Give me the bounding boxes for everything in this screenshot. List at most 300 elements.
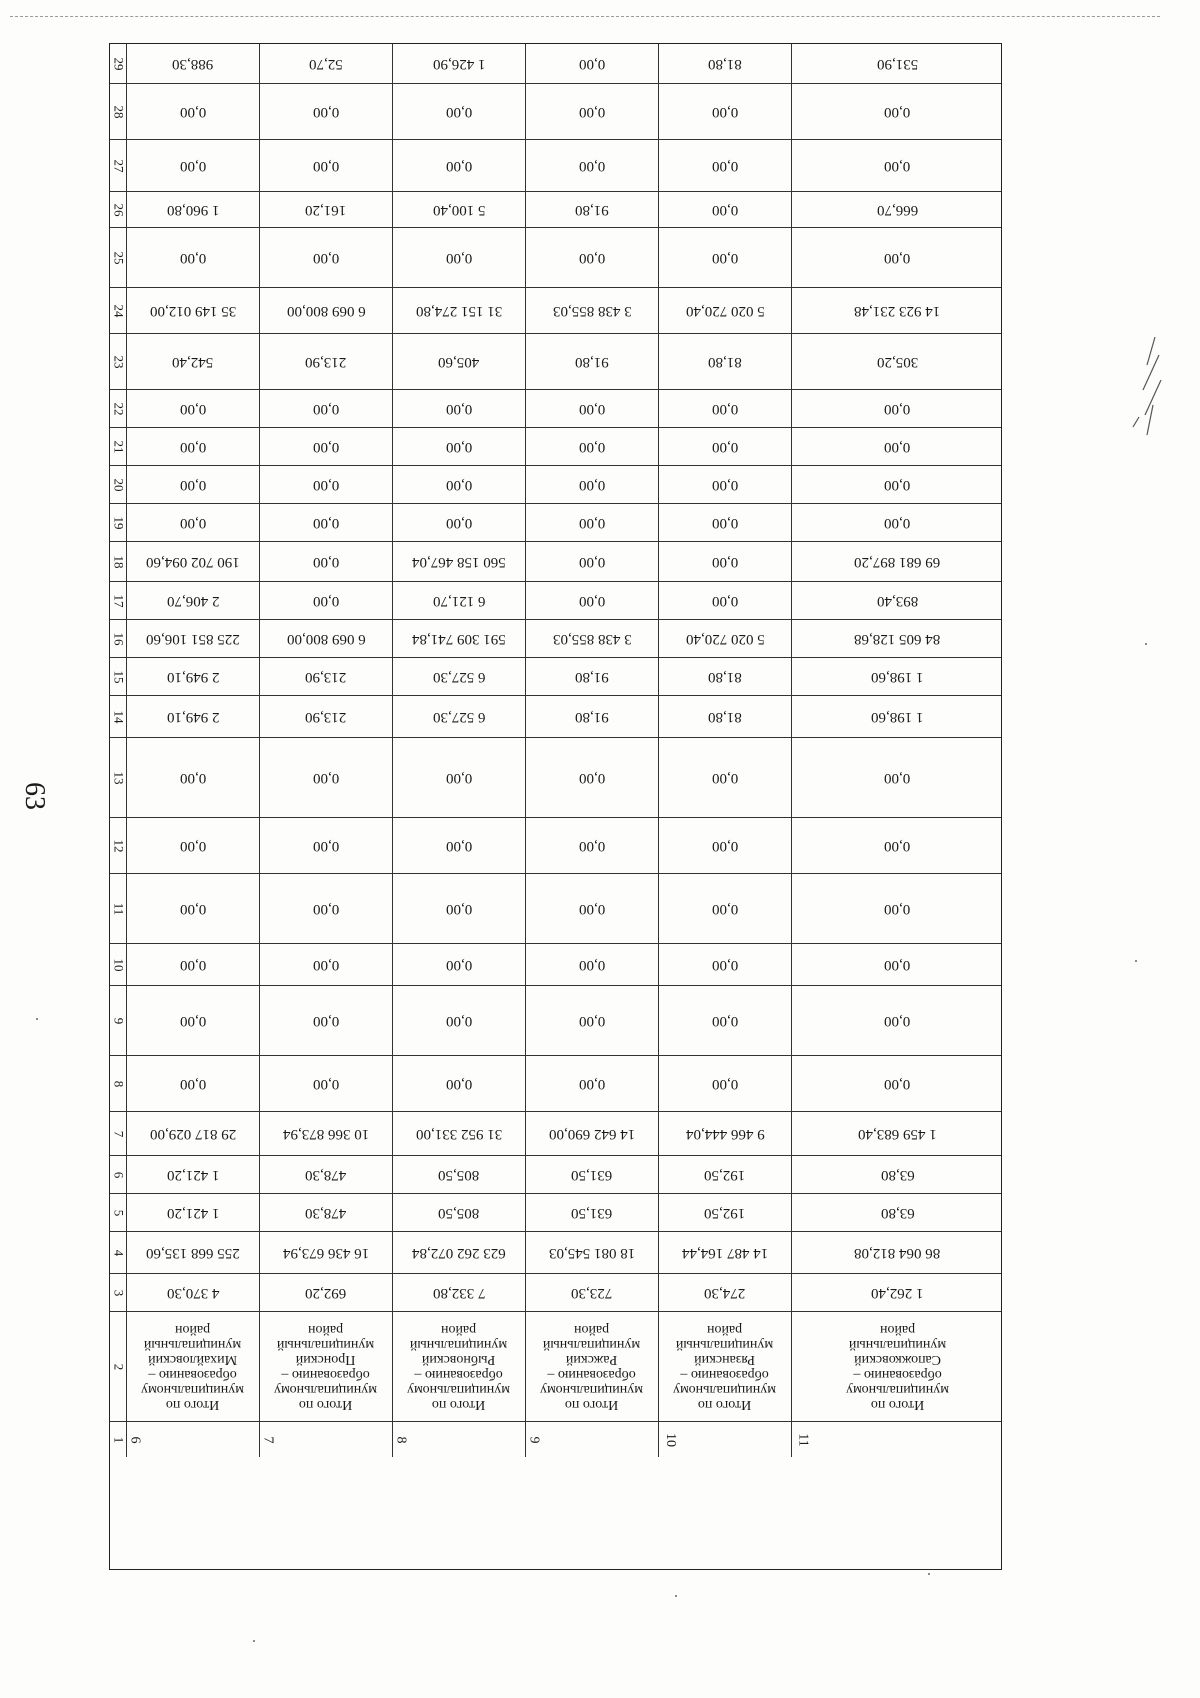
column-number: 15 <box>111 670 126 683</box>
cell-value: 0,00 <box>578 477 606 493</box>
table-cell <box>659 1112 792 1155</box>
table-cell <box>792 1056 1003 1111</box>
cell-value: 1 960,80 <box>166 202 220 218</box>
table-cell <box>393 818 526 873</box>
table-row <box>110 1312 1001 1422</box>
cell-value: 255 668 135,60 <box>146 1245 240 1261</box>
cell-value: 31 151 274,80 <box>415 303 503 319</box>
cell-value: 213,90 <box>305 669 347 685</box>
column-number: 23 <box>111 355 126 368</box>
table-cell <box>792 582 1003 619</box>
column-number-cell <box>110 428 127 465</box>
cell-value: 0,00 <box>711 1076 739 1092</box>
column-number: 21 <box>111 440 126 453</box>
table-cell <box>526 192 659 227</box>
cell-value: 0,00 <box>711 104 739 120</box>
table-row <box>110 582 1001 620</box>
table-row <box>110 428 1001 466</box>
table-cell <box>792 504 1003 541</box>
table-cell <box>659 504 792 541</box>
table-cell <box>526 620 659 657</box>
column-number-cell <box>110 288 127 333</box>
table-row <box>110 620 1001 658</box>
table-cell <box>260 1112 393 1155</box>
cell-value: 5 020 720,40 <box>685 631 765 647</box>
cell-value: 0,00 <box>578 250 606 266</box>
table-cell <box>127 1232 260 1273</box>
municipality-name: Итого по муниципальному образованию – Пронский муниципальный район <box>274 1321 378 1412</box>
table-row <box>110 818 1001 874</box>
municipality-name-cell <box>260 1312 393 1421</box>
table-cell <box>260 334 393 389</box>
table-cell <box>659 986 792 1055</box>
table-row <box>110 696 1001 738</box>
column-number-cell <box>110 1422 127 1457</box>
table-cell <box>127 228 260 287</box>
table-row <box>110 1274 1001 1312</box>
table-cell <box>260 818 393 873</box>
cell-value: 0,00 <box>884 477 911 493</box>
table-cell <box>393 1232 526 1273</box>
table-cell <box>792 818 1003 873</box>
cell-value: 560 158 467,04 <box>412 554 506 570</box>
cell-value: 0,00 <box>179 838 207 854</box>
table-cell <box>526 582 659 619</box>
table-row <box>110 738 1001 818</box>
table-cell <box>792 1112 1003 1155</box>
table-cell <box>659 428 792 465</box>
table-cell <box>393 874 526 943</box>
table-cell <box>792 542 1003 581</box>
cell-value: 81,80 <box>708 354 742 370</box>
table-cell <box>526 658 659 695</box>
cell-value: 0,00 <box>312 1076 340 1092</box>
cell-value: 0,00 <box>179 770 207 786</box>
table-cell <box>792 986 1003 1055</box>
table-row <box>110 1056 1001 1112</box>
column-number: 29 <box>111 57 126 70</box>
municipality-name: Итого по муниципальному образованию – Сапожковский муниципальный район <box>845 1321 950 1412</box>
table-cell <box>260 84 393 139</box>
table-cell <box>393 140 526 191</box>
cell-value: 723,30 <box>571 1285 613 1301</box>
cell-value: 478,30 <box>305 1167 347 1183</box>
row-number-cell <box>526 1422 659 1457</box>
table-cell <box>393 428 526 465</box>
table-cell <box>526 944 659 985</box>
cell-value: 213,90 <box>305 709 347 725</box>
cell-value: 305,20 <box>876 354 919 370</box>
cell-value: 35 149 012,00 <box>149 303 237 319</box>
table-cell <box>260 738 393 817</box>
table-cell <box>659 390 792 427</box>
scan-speck <box>1145 643 1147 645</box>
table-cell <box>260 288 393 333</box>
row-number: 10 <box>663 1432 678 1447</box>
cell-value: 1 198,60 <box>871 669 924 685</box>
table-row <box>110 1156 1001 1194</box>
table-cell <box>260 192 393 227</box>
column-number: 7 <box>111 1130 126 1137</box>
column-number: 11 <box>111 902 126 915</box>
column-number-cell <box>110 334 127 389</box>
table-cell <box>659 874 792 943</box>
table-cell <box>526 288 659 333</box>
cell-value: 0,00 <box>445 250 473 266</box>
row-number-cell <box>659 1422 792 1457</box>
cell-value: 0,00 <box>445 439 473 455</box>
table-cell <box>659 1232 792 1273</box>
table-cell <box>393 696 526 737</box>
cell-value: 225 851 106,60 <box>146 631 240 647</box>
cell-value: 0,00 <box>884 104 911 120</box>
table-row <box>110 944 1001 986</box>
cell-value: 542,40 <box>172 354 214 370</box>
column-number: 17 <box>111 594 126 607</box>
table-cell <box>659 1274 792 1311</box>
table-cell <box>260 874 393 943</box>
column-number: 5 <box>111 1209 126 1216</box>
table-cell <box>127 504 260 541</box>
table-cell <box>659 140 792 191</box>
table-cell <box>260 1274 393 1311</box>
cell-value: 0,00 <box>884 838 911 854</box>
cell-value: 805,50 <box>438 1205 480 1221</box>
cell-value: 0,00 <box>179 477 207 493</box>
table-cell <box>526 466 659 503</box>
table-cell <box>659 620 792 657</box>
cell-value: 0,00 <box>711 401 739 417</box>
table-cell <box>393 466 526 503</box>
municipality-name-cell <box>792 1312 1003 1421</box>
cell-value: 0,00 <box>711 593 739 609</box>
cell-value: 0,00 <box>445 901 473 917</box>
cell-value: 0,00 <box>445 515 473 531</box>
table-cell <box>792 620 1003 657</box>
cell-value: 0,00 <box>312 593 340 609</box>
cell-value: 4 370,30 <box>166 1285 220 1301</box>
table-cell <box>792 738 1003 817</box>
column-number: 6 <box>111 1171 126 1178</box>
scan-speck <box>36 1018 38 1020</box>
table-cell <box>792 192 1003 227</box>
cell-value: 0,00 <box>445 957 473 973</box>
table-row <box>110 874 1001 944</box>
cell-value: 893,40 <box>876 593 919 609</box>
table-cell <box>393 582 526 619</box>
cell-value: 0,00 <box>578 515 606 531</box>
table-cell <box>127 428 260 465</box>
cell-value: 0,00 <box>312 401 340 417</box>
row-number-cell <box>127 1422 260 1457</box>
cell-value: 0,00 <box>884 901 911 917</box>
column-number: 1 <box>111 1436 126 1443</box>
cell-value: 2 949,10 <box>166 709 220 725</box>
table-cell <box>393 1112 526 1155</box>
cell-value: 0,00 <box>711 515 739 531</box>
table-cell <box>393 1156 526 1193</box>
table-cell <box>127 390 260 427</box>
table-cell <box>127 696 260 737</box>
table-cell <box>792 228 1003 287</box>
cell-value: 805,50 <box>438 1167 480 1183</box>
cell-value: 0,00 <box>179 104 207 120</box>
table-row <box>110 84 1001 140</box>
table-cell <box>526 44 659 83</box>
table-cell <box>260 428 393 465</box>
table-cell <box>127 944 260 985</box>
cell-value: 405,60 <box>438 354 480 370</box>
column-number-cell <box>110 1232 127 1273</box>
cell-value: 0,00 <box>312 554 340 570</box>
column-number-cell <box>110 874 127 943</box>
cell-value: 0,00 <box>312 838 340 854</box>
table-cell <box>127 1274 260 1311</box>
cell-value: 0,00 <box>884 1013 911 1029</box>
table-cell <box>526 986 659 1055</box>
cell-value: 81,80 <box>708 709 742 725</box>
table-cell <box>393 288 526 333</box>
table-row <box>110 334 1001 390</box>
column-number: 8 <box>111 1080 126 1087</box>
row-number-cell <box>792 1422 1003 1457</box>
table-cell <box>393 390 526 427</box>
table-cell <box>659 466 792 503</box>
cell-value: 52,70 <box>309 56 343 72</box>
page-top-dashed-line <box>10 16 1160 17</box>
table-cell <box>792 428 1003 465</box>
table-row <box>110 228 1001 288</box>
cell-value: 81,80 <box>708 669 742 685</box>
table-cell <box>127 986 260 1055</box>
scan-speck <box>1135 960 1137 962</box>
table-cell <box>526 542 659 581</box>
cell-value: 0,00 <box>312 439 340 455</box>
row-number: 11 <box>795 1432 811 1447</box>
table-cell <box>260 944 393 985</box>
column-number-cell <box>110 192 127 227</box>
column-number-cell <box>110 620 127 657</box>
cell-value: 91,80 <box>575 709 609 725</box>
cell-value: 0,00 <box>711 554 739 570</box>
municipality-name: Итого по муниципальному образованию – Ражский муниципальный район <box>540 1321 644 1412</box>
table-cell <box>792 288 1003 333</box>
municipality-name: Итого по муниципальному образованию – Михайловский муниципальный район <box>141 1321 245 1412</box>
cell-value: 0,00 <box>578 56 606 72</box>
table-cell <box>393 334 526 389</box>
table-cell <box>526 1156 659 1193</box>
cell-value: 0,00 <box>578 1076 606 1092</box>
table-cell <box>127 582 260 619</box>
cell-value: 192,50 <box>704 1205 746 1221</box>
row-number: 6 <box>127 1436 143 1443</box>
table-cell <box>526 428 659 465</box>
column-number-cell <box>110 738 127 817</box>
cell-value: 0,00 <box>884 957 911 973</box>
cell-value: 0,00 <box>711 439 739 455</box>
table-cell <box>127 874 260 943</box>
table-cell <box>127 334 260 389</box>
table-row <box>110 466 1001 504</box>
table-cell <box>393 986 526 1055</box>
cell-value: 84 605 128,68 <box>854 631 941 647</box>
cell-value: 0,00 <box>578 901 606 917</box>
table-cell <box>127 44 260 83</box>
table-cell <box>792 44 1003 83</box>
column-number-cell <box>110 504 127 541</box>
cell-value: 14 487 164,44 <box>681 1245 769 1261</box>
cell-value: 14 642 690,00 <box>548 1126 636 1142</box>
cell-value: 0,00 <box>179 439 207 455</box>
table-cell <box>792 140 1003 191</box>
cell-value: 0,00 <box>711 770 739 786</box>
cell-value: 0,00 <box>884 515 911 531</box>
column-number: 12 <box>111 839 126 852</box>
table-row <box>110 140 1001 192</box>
cell-value: 0,00 <box>711 250 739 266</box>
table-cell <box>127 1056 260 1111</box>
cell-value: 3 438 855,03 <box>552 631 632 647</box>
municipality-name-cell <box>127 1312 260 1421</box>
municipality-name-cell <box>393 1312 526 1421</box>
column-number-cell <box>110 1312 127 1421</box>
table-cell <box>792 1156 1003 1193</box>
cell-value: 0,00 <box>312 770 340 786</box>
cell-value: 0,00 <box>179 401 207 417</box>
cell-value: 16 436 673,94 <box>282 1245 370 1261</box>
row-number: 9 <box>526 1436 542 1443</box>
table-cell <box>127 140 260 191</box>
table-cell <box>260 504 393 541</box>
cell-value: 1 262,40 <box>871 1285 924 1301</box>
table-cell <box>260 582 393 619</box>
table-cell <box>393 84 526 139</box>
table-cell <box>659 818 792 873</box>
column-number: 3 <box>111 1289 126 1296</box>
cell-value: 190 702 094,60 <box>146 554 240 570</box>
municipality-name: Итого по муниципальному образованию – Рыбновский муниципальный район <box>407 1321 511 1412</box>
column-number-cell <box>110 818 127 873</box>
cell-value: 0,00 <box>711 477 739 493</box>
cell-value: 0,00 <box>884 401 911 417</box>
cell-value: 3 438 855,03 <box>552 303 632 319</box>
table-cell <box>526 1232 659 1273</box>
cell-value: 0,00 <box>445 838 473 854</box>
cell-value: 0,00 <box>578 104 606 120</box>
table-cell <box>393 658 526 695</box>
table-cell <box>127 1194 260 1231</box>
cell-value: 0,00 <box>578 770 606 786</box>
table-cell <box>526 228 659 287</box>
column-number-cell <box>110 140 127 191</box>
column-number-cell <box>110 1156 127 1193</box>
column-number-cell <box>110 944 127 985</box>
table-cell <box>393 1056 526 1111</box>
table-cell <box>393 1194 526 1231</box>
cell-value: 0,00 <box>312 250 340 266</box>
cell-value: 1 421,20 <box>166 1167 220 1183</box>
table-cell <box>127 658 260 695</box>
column-number-cell <box>110 228 127 287</box>
table-cell <box>260 658 393 695</box>
cell-value: 192,50 <box>704 1167 746 1183</box>
column-number: 16 <box>111 632 126 645</box>
cell-value: 0,00 <box>179 250 207 266</box>
scan-speck <box>253 1640 255 1642</box>
table-cell <box>659 44 792 83</box>
table-row <box>110 1194 1001 1232</box>
table-cell <box>526 334 659 389</box>
cell-value: 531,90 <box>876 56 919 72</box>
table-cell <box>526 1194 659 1231</box>
table-cell <box>659 542 792 581</box>
table-cell <box>260 140 393 191</box>
cell-value: 69 681 897,20 <box>854 554 941 570</box>
table-cell <box>393 192 526 227</box>
table-cell <box>659 334 792 389</box>
table-cell <box>127 738 260 817</box>
cell-value: 5 020 720,40 <box>685 303 765 319</box>
cell-value: 0,00 <box>711 901 739 917</box>
scan-speck <box>928 1573 930 1575</box>
cell-value: 0,00 <box>578 957 606 973</box>
cell-value: 0,00 <box>578 838 606 854</box>
table-row <box>110 192 1001 228</box>
cell-value: 0,00 <box>312 957 340 973</box>
table-cell <box>526 738 659 817</box>
cell-value: 18 081 545,03 <box>548 1245 636 1261</box>
cell-value: 0,00 <box>578 593 606 609</box>
column-number: 14 <box>111 710 126 723</box>
column-number-cell <box>110 1112 127 1155</box>
row-number: 8 <box>393 1436 409 1443</box>
column-number: 22 <box>111 402 126 415</box>
cell-value: 10 366 873,94 <box>282 1126 370 1142</box>
row-number-cell <box>393 1422 526 1457</box>
table-cell <box>393 504 526 541</box>
table-cell <box>659 738 792 817</box>
cell-value: 91,80 <box>575 669 609 685</box>
column-number-cell <box>110 44 127 83</box>
cell-value: 29 817 029,00 <box>149 1126 237 1142</box>
column-number-cell <box>110 466 127 503</box>
table-cell <box>260 390 393 427</box>
table-row <box>110 658 1001 696</box>
scan-speck <box>675 1595 677 1597</box>
cell-value: 0,00 <box>578 554 606 570</box>
table-cell <box>127 620 260 657</box>
cell-value: 7 332,80 <box>432 1285 486 1301</box>
cell-value: 63,80 <box>880 1167 915 1183</box>
table-cell <box>260 542 393 581</box>
table-cell <box>127 542 260 581</box>
cell-value: 0,00 <box>578 401 606 417</box>
cell-value: 631,50 <box>571 1167 613 1183</box>
cell-value: 213,90 <box>305 354 347 370</box>
cell-value: 0,00 <box>179 1013 207 1029</box>
table-cell <box>659 288 792 333</box>
column-number: 9 <box>111 1017 126 1024</box>
table-cell <box>393 542 526 581</box>
column-number: 26 <box>111 203 126 216</box>
row-number-cell <box>260 1422 393 1457</box>
cell-value: 0,00 <box>179 158 207 174</box>
column-number: 20 <box>111 478 126 491</box>
cell-value: 0,00 <box>884 158 911 174</box>
column-number-cell <box>110 84 127 139</box>
cell-value: 0,00 <box>312 1013 340 1029</box>
table-row <box>110 390 1001 428</box>
